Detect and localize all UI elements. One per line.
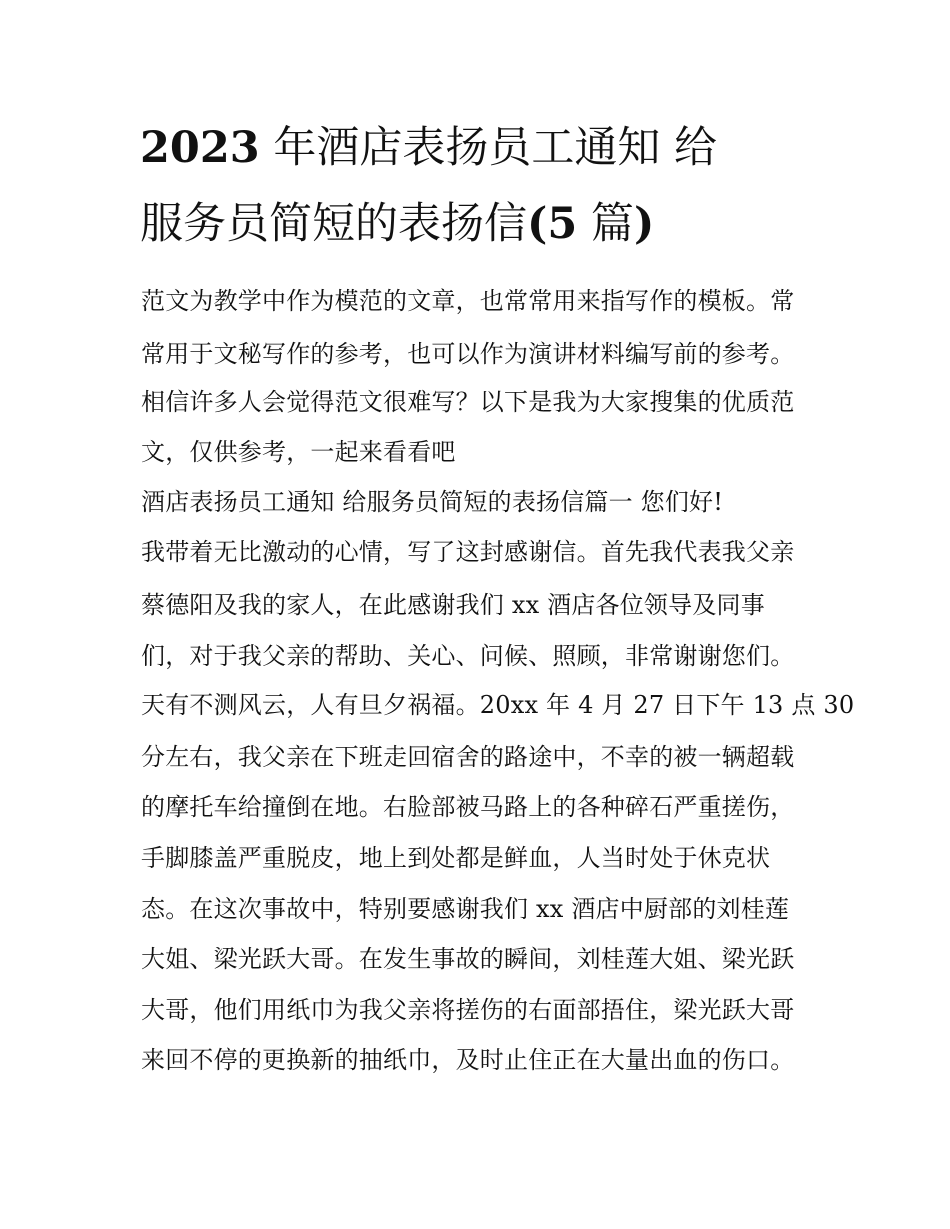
paragraph-line: 手脚膝盖严重脱皮，地上到处都是鲜血，人当时处于休克状 [141, 844, 771, 872]
paragraph-line: 天有不测风云，人有旦夕祸福。20xx 年 4 月 27 日下午 13 点 30 [141, 691, 855, 719]
document-title-line-1: 2023 年酒店表扬员工通知 给 [140, 123, 718, 173]
paragraph-line: 相信许多人会觉得范文很难写？以下是我为大家搜集的优质范 [141, 388, 795, 416]
paragraph-line: 蔡德阳及我的家人，在此感谢我们 xx 酒店各位领导及同事 [141, 591, 765, 619]
paragraph-line: 分左右，我父亲在下班走回宿舍的路途中，不幸的被一辆超载 [141, 743, 795, 771]
paragraph-line: 文，仅供参考，一起来看看吧 [141, 438, 456, 466]
paragraph-line: 我带着无比激动的心情，写了这封感谢信。首先我代表我父亲 [141, 538, 795, 566]
paragraph-line: 们，对于我父亲的帮助、关心、问候、照顾，非常谢谢您们。 [141, 642, 795, 670]
paragraph-line: 的摩托车给撞倒在地。右脸部被马路上的各种碎石严重搓伤， [141, 793, 795, 821]
paragraph-line: 大哥，他们用纸巾为我父亲将搓伤的右面部捂住，梁光跃大哥 [141, 996, 795, 1024]
paragraph-line: 常用于文秘写作的参考，也可以作为演讲材料编写前的参考。 [141, 340, 795, 368]
section-heading-line: 酒店表扬员工通知 给服务员简短的表扬信篇一 您们好! [141, 488, 724, 516]
paragraph-line: 范文为教学中作为模范的文章，也常常用来指写作的模板。常 [141, 287, 795, 315]
paragraph-line: 大姐、梁光跃大哥。在发生事故的瞬间，刘桂莲大姐、梁光跃 [141, 945, 795, 973]
document-title-line-2: 服务员简短的表扬信(5 篇) [140, 199, 655, 249]
paragraph-line: 态。在这次事故中，特别要感谢我们 xx 酒店中厨部的刘桂莲 [141, 895, 790, 923]
paragraph-line: 来回不停的更换新的抽纸巾，及时止住正在大量出血的伤口。 [141, 1046, 795, 1074]
